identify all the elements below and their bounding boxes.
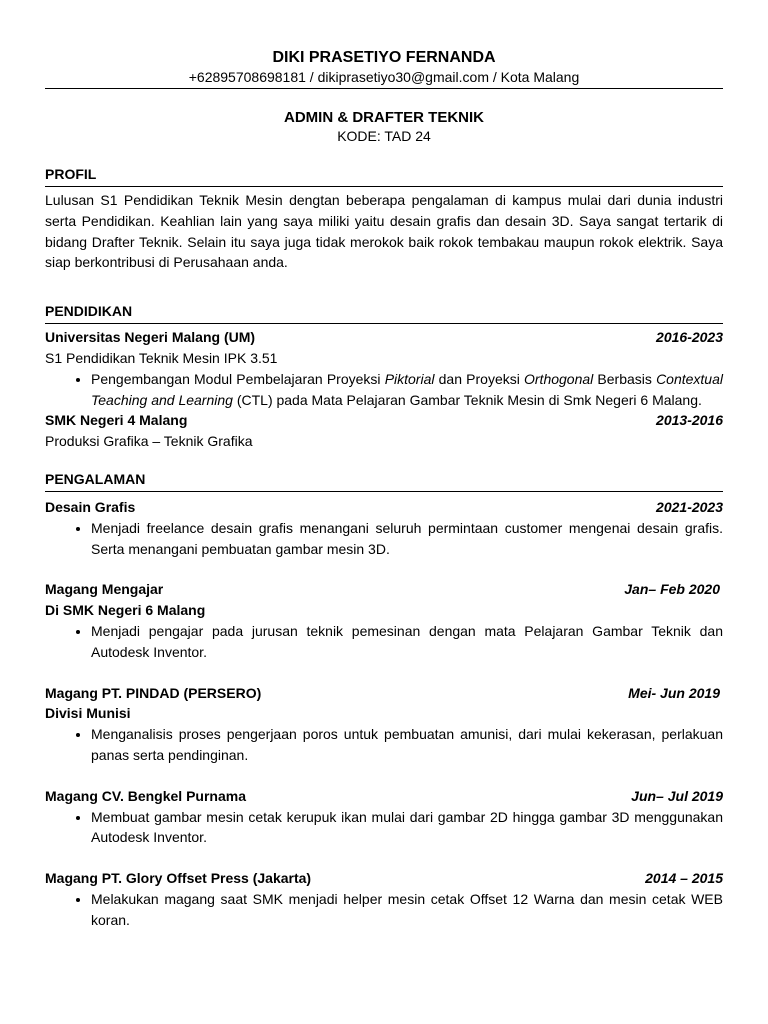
experience-header — [45, 497, 723, 518]
experience-date: 2021-2023 — [656, 498, 723, 515]
resume-page — [45, 48, 723, 931]
experience-bullets — [45, 889, 723, 931]
experience-subtitle: Divisi Munisi — [45, 705, 131, 722]
profil-text: Lulusan S1 Pendidikan Teknik Mesin dengtan beberapa pengalaman di kampus mulai dari dunia industri serta Pendidikan. Keahlian lain yang saya miliki yaitu desain grafis dan desain 3D. Saya sangat tertarik di bidang Drafter Teknik. Selain itu saya juga tidak merokok baik rokok tembakau maupun rokok elektrik. Saya siap berkontribusi di Perusahaan anda. — [45, 192, 723, 271]
section-divider — [45, 323, 723, 324]
bullet-text: Berbasis — [593, 370, 657, 387]
list-item: • Menjadi freelance desain grafis menangani seluruh permintaan customer mengenai desain grafis. Serta menangani pembuatan gambar mesin 3D. — [91, 518, 723, 560]
major-text: Produksi Grafika – Teknik Grafika — [45, 433, 253, 450]
school-years: 2013-2016 — [656, 412, 723, 429]
list-item — [91, 369, 723, 411]
bullet-text: Pengembangan Modul Pembelajaran Proyeksi — [91, 370, 385, 387]
experience-entry — [45, 579, 723, 662]
bullet-italic-text: Piktorial — [384, 370, 435, 387]
bullet-text: dan Proyeksi — [434, 370, 524, 387]
experience-subtitle: Di SMK Negeri 6 Malang — [45, 602, 206, 619]
experience-entry — [45, 868, 723, 930]
bullet-italic-text: Orthogonal — [524, 370, 594, 387]
experience-header — [45, 868, 723, 889]
job-code: KODE: TAD 24 — [337, 128, 431, 144]
experience-title: Magang PT. Glory Offset Press (Jakarta) — [45, 870, 312, 887]
experience-date: 2014 – 2015 — [645, 870, 723, 887]
experience-entry — [45, 683, 723, 766]
education-entry-header — [45, 410, 723, 431]
experience-entry — [45, 786, 723, 848]
job-role-title: ADMIN & DRAFTER TEKNIK — [284, 109, 484, 126]
school-name: Universitas Negeri Malang (UM) — [45, 329, 256, 346]
experience-bullets — [45, 518, 723, 560]
experience-header — [45, 786, 723, 807]
experience-title: Desain Grafis — [45, 498, 136, 515]
experience-bullets — [45, 724, 723, 766]
header-divider — [45, 88, 723, 89]
school-name: SMK Negeri 4 Malang — [45, 412, 188, 429]
experience-date: Jun– Jul 2019 — [631, 787, 723, 804]
degree-text: S1 Pendidikan Teknik Mesin IPK 3.51 — [45, 349, 278, 366]
candidate-name: DIKI PRASETIYO FERNANDA — [272, 49, 496, 66]
list-item: • Melakukan magang saat SMK menjadi helper mesin cetak Offset 12 Warna dan mesin cetak WEB koran. — [91, 889, 723, 931]
experience-title: Magang CV. Bengkel Purnama — [45, 787, 246, 804]
contact-info: +62895708698181 / dikiprasetiyo30@gmail.com / Kota Malang — [188, 69, 580, 85]
section-title-profil: PROFIL — [45, 166, 97, 182]
section-title-pengalaman: PENGALAMAN — [45, 470, 146, 487]
experience-title: Magang PT. PINDAD (PERSERO) — [45, 684, 262, 701]
list-item: • Menganalisis proses pengerjaan poros untuk pembuatan amunisi, dari mulai kekerasan, perlakuan panas serta pendinginan. — [91, 724, 723, 766]
experience-date: Jan– Feb 2020 — [624, 581, 720, 598]
experience-header — [45, 579, 723, 600]
list-item: • Menjadi pengajar pada jurusan teknik pemesinan dengan mata Pelajaran Gambar Teknik dan Autodesk Inventor. — [91, 621, 723, 663]
pengalaman-section — [45, 471, 723, 931]
experience-entry — [45, 497, 723, 559]
profil-section — [45, 166, 723, 273]
section-divider — [45, 491, 723, 492]
section-divider — [45, 186, 723, 187]
experience-header — [45, 683, 723, 704]
experience-title: Magang Mengajar — [45, 581, 164, 598]
school-years: 2016-2023 — [656, 329, 723, 346]
experience-bullets — [45, 807, 723, 849]
education-bullets — [45, 369, 723, 411]
bullet-italic-text: Contextual Teaching and Learning — [91, 370, 723, 408]
education-entry-header — [45, 327, 723, 348]
section-title-pendidikan: PENDIDIKAN — [45, 303, 133, 320]
experience-bullets — [45, 621, 723, 663]
bullet-text: (CTL) pada Mata Pelajaran Gambar Teknik Mesin di Smk Negeri 6 Malang. — [232, 391, 702, 408]
experience-date: Mei- Jun 2019 — [628, 684, 720, 701]
list-item: • Membuat gambar mesin cetak kerupuk ikan mulai dari gambar 2D hingga gambar 3D menggunakan Autodesk Inventor. — [91, 807, 723, 849]
pendidikan-section — [45, 303, 723, 452]
